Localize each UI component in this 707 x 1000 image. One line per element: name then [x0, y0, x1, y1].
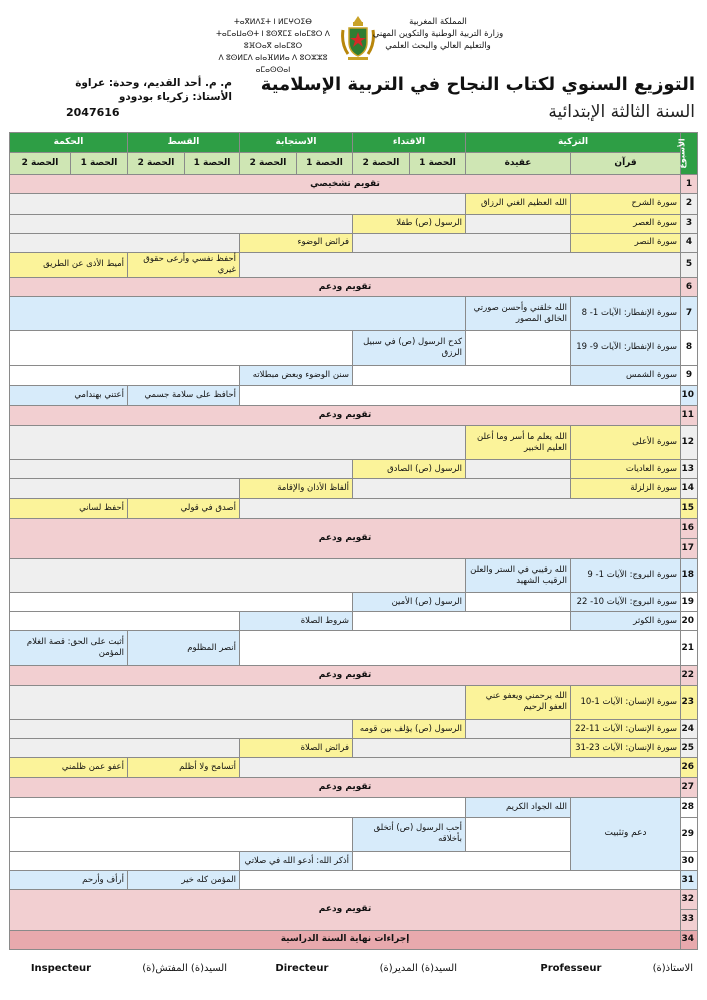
week-number: 11: [681, 405, 698, 425]
week-number: 14: [681, 479, 698, 498]
eval-support-cell: تقويم ودعم: [10, 665, 681, 685]
hikma-cell: أحفظ لساني: [10, 498, 128, 518]
empty-cell: [353, 612, 571, 631]
school-line: م. م. أحد القديم، وحدة: عراوة: [75, 77, 232, 89]
week-number: 27: [681, 778, 698, 797]
subheader-iqtida-2: الحصة 2: [353, 153, 410, 175]
page-title: التوزيع السنوي لكتاب النجاح في التربية الإسلامية: [260, 74, 695, 95]
footer-inspector-fr: Inspecteur: [30, 963, 92, 974]
hikma-cell: أعفو عمن ظلمني: [10, 758, 128, 778]
eval-support-cell: تقويم ودعم: [10, 890, 681, 930]
ministry-header: [208, 14, 508, 74]
week-number: 8: [681, 331, 698, 365]
table-row: [10, 593, 698, 612]
week-number: 32: [681, 890, 698, 910]
week-number: 6: [681, 277, 698, 296]
week-number: 7: [681, 297, 698, 331]
quran-cell: سورة البروج: الآيات 10- 22: [571, 593, 681, 612]
aqida-cell: الله خلقني وأحسن صورتي الخالق المصور: [466, 297, 571, 331]
iqtida-cell: الرسول (ص) طفلا: [353, 214, 466, 233]
table-row: [10, 720, 698, 739]
week-number: 16: [681, 518, 698, 538]
week-number: 9: [681, 365, 698, 385]
ministry-arabic-line2: وزارة التربية الوطنية والتكوين المهني: [372, 29, 504, 39]
quran-cell: سورة الإنسان: الآيات 1-10: [571, 685, 681, 719]
table-row: [10, 665, 698, 685]
istijaba-cell: فرائض الصلاة: [240, 739, 353, 758]
hikma-cell: أعتني بهندامي: [10, 385, 128, 405]
table-header-groups: [10, 133, 698, 153]
footer-inspector: [31, 963, 227, 974]
quran-cell: سورة الإنفطار: الآيات 9- 19: [571, 331, 681, 365]
week-number: 20: [681, 612, 698, 631]
iqtida-cell: الرسول (ص) يؤلف بين قومه: [353, 720, 466, 739]
table-row: [10, 498, 698, 518]
quran-cell: سورة العصر: [571, 214, 681, 233]
empty-cell: [10, 365, 240, 385]
empty-cell: [353, 479, 571, 498]
qist-cell: المؤمن كله خير: [128, 871, 240, 890]
empty-cell: [10, 817, 353, 851]
iqtida-cell: كدح الرسول (ص) في سبيل الرزق: [353, 331, 466, 365]
istijaba-cell: فرائض الوضوء: [240, 233, 353, 252]
support-consolidation-cell: دعم وتثبيت: [571, 797, 681, 871]
subheader-iqtida-1: الحصة 1: [410, 153, 466, 175]
table-row: [10, 739, 698, 758]
iqtida-cell: أحب الرسول (ص) أتخلق بأخلاقه: [353, 817, 466, 851]
qist-cell: أحافظ على سلامة جسمي: [128, 385, 240, 405]
empty-cell: [240, 385, 681, 405]
subheader-istijaba-2: الحصة 2: [240, 153, 297, 175]
ministry-tifinagh-line1: ⵜⴰⴳⵍⴷⵉⵜ ⵏ ⵍⵎⵖⵔⵉⴱ: [234, 17, 312, 26]
table-row: [10, 252, 698, 277]
footer-director-ar: السيد(ة) المدير(ة): [379, 963, 457, 974]
table-row: [10, 297, 698, 331]
istijaba-cell: ألفاظ الأذان والإقامة: [240, 479, 353, 498]
empty-cell: [10, 426, 466, 460]
empty-cell: [10, 233, 240, 252]
week-number: 24: [681, 720, 698, 739]
quran-cell: سورة البروج: الآيات 1- 9: [571, 558, 681, 592]
quran-cell: سورة الإنسان: الآيات 11-22: [571, 720, 681, 739]
aqida-cell: الله يرحمني ويعفو عني العفو الرحيم: [466, 685, 571, 719]
quran-cell: سورة الزلزلة: [571, 479, 681, 498]
empty-cell: [353, 739, 571, 758]
empty-cell: [353, 233, 571, 252]
table-row: [10, 930, 698, 949]
week-number: 18: [681, 558, 698, 592]
annual-distribution-table: [9, 132, 698, 950]
table-row: [10, 233, 698, 252]
table-row: [10, 758, 698, 778]
empty-cell: [10, 685, 466, 719]
qist-cell: أصدق في قولي: [128, 498, 240, 518]
footer-teacher: [540, 963, 693, 974]
empty-cell: [466, 817, 571, 851]
hikma-cell: أثبت على الحق: قصة الغلام المؤمن: [10, 631, 128, 665]
empty-cell: [10, 460, 353, 479]
teacher-id: 2047616: [66, 106, 120, 119]
footer-director: [275, 963, 457, 974]
group-qist: القسط: [128, 133, 240, 153]
week-number: 4: [681, 233, 698, 252]
empty-cell: [240, 252, 681, 277]
qist-cell: أنصر المظلوم: [128, 631, 240, 665]
quran-cell: سورة الشمس: [571, 365, 681, 385]
week-number: 21: [681, 631, 698, 665]
istijaba-cell: أذكر الله: أدعو الله في صلاتي: [240, 852, 353, 871]
subheader-quran: قرآن: [571, 153, 681, 175]
eval-support-cell: تقويم ودعم: [10, 778, 681, 797]
footer-inspector-ar: السيد(ة) المفتش(ة): [142, 963, 227, 974]
subheader-istijaba-1: الحصة 1: [297, 153, 353, 175]
empty-cell: [10, 297, 466, 331]
teacher-line: الأستاذ: زكرياء بودودو: [118, 91, 232, 103]
quran-cell: سورة الإنسان: الآيات 23-31: [571, 739, 681, 758]
eval-support-cell: تقويم ودعم: [10, 277, 681, 296]
empty-cell: [466, 720, 571, 739]
group-iqtida: الاقتداء: [353, 133, 466, 153]
empty-cell: [240, 631, 681, 665]
quran-cell: سورة الأعلى: [571, 426, 681, 460]
ministry-tifinagh: [208, 16, 338, 76]
week-number: 33: [681, 910, 698, 930]
table-row: [10, 631, 698, 665]
group-istijaba: الاستجابة: [240, 133, 353, 153]
table-header-sessions: [10, 153, 698, 175]
page-subtitle: السنة الثالثة الإبتدائية: [548, 102, 695, 122]
table-row: [10, 277, 698, 296]
empty-cell: [10, 214, 353, 233]
table-row: [10, 331, 698, 365]
ministry-tifinagh-line3: ⴷ ⵓⵙⵍⵎⴷ ⴰⵏⴰⴼⵍⵍⴰ ⴷ ⵓⵔⵣⵣⵓ ⴰⵎⴰⵙⵙⴰⵏ: [218, 53, 328, 74]
ministry-arabic-line3: والتعليم العالي والبحث العلمي: [385, 41, 491, 51]
empty-cell: [466, 593, 571, 612]
week-number: 26: [681, 758, 698, 778]
ministry-arabic: [368, 16, 508, 52]
empty-cell: [10, 479, 240, 498]
hikma-cell: أميط الأذى عن الطريق: [10, 252, 128, 277]
table-row: [10, 871, 698, 890]
iqtida-cell: الرسول (ص) الصادق: [353, 460, 466, 479]
week-number: 28: [681, 797, 698, 817]
empty-cell: [10, 593, 353, 612]
end-of-year-cell: إجراءات نهاية السنة الدراسية: [10, 930, 681, 949]
subheader-hikma-2: الحصة 2: [10, 153, 71, 175]
empty-cell: [240, 871, 681, 890]
quran-cell: سورة العاديات: [571, 460, 681, 479]
subheader-qist-1: الحصة 1: [185, 153, 240, 175]
week-number: 3: [681, 214, 698, 233]
iqtida-cell: الرسول (ص) الأمين: [353, 593, 466, 612]
hikma-cell: أرأف وأرحم: [10, 871, 128, 890]
quran-cell: سورة الإنفطار: الآيات 1- 8: [571, 297, 681, 331]
table-row: [10, 426, 698, 460]
empty-cell: [10, 331, 353, 365]
qist-cell: أتسامح ولا أظلم: [128, 758, 240, 778]
qist-cell: أحفظ نفسي وأرعى حقوق غيري: [128, 252, 240, 277]
empty-cell: [240, 498, 681, 518]
aqida-cell: الله رقيبي في الستر والعلن الرقيب الشهيد: [466, 558, 571, 592]
table-row: [10, 214, 698, 233]
table-row: [10, 558, 698, 592]
table-row: [10, 797, 698, 817]
footer-teacher-ar: الاستاذ(ة): [652, 963, 693, 974]
week-number: 10: [681, 385, 698, 405]
empty-cell: [10, 797, 466, 817]
empty-cell: [353, 852, 571, 871]
table-row: [10, 194, 698, 214]
aqida-cell: الله يعلم ما أسر وما أعلن العليم الخبير: [466, 426, 571, 460]
week-number: 30: [681, 852, 698, 871]
week-number: 13: [681, 460, 698, 479]
week-number: 31: [681, 871, 698, 890]
table-row: [10, 778, 698, 797]
empty-cell: [10, 194, 466, 214]
week-number: 5: [681, 252, 698, 277]
quran-cell: سورة الكوثر: [571, 612, 681, 631]
subheader-qist-2: الحصة 2: [128, 153, 185, 175]
quran-cell: سورة الشرح: [571, 194, 681, 214]
empty-cell: [10, 612, 240, 631]
group-tazkiya: التزكية: [466, 133, 681, 153]
week-number: 23: [681, 685, 698, 719]
week-number: 12: [681, 426, 698, 460]
week-header: الأسبوع: [681, 133, 698, 175]
week-number: 19: [681, 593, 698, 612]
week-number: 1: [681, 175, 698, 194]
footer-director-fr: Directeur: [275, 963, 329, 974]
week-number: 17: [681, 538, 698, 558]
empty-cell: [240, 758, 681, 778]
subheader-aqida: عقيدة: [466, 153, 571, 175]
table-row: [10, 460, 698, 479]
istijaba-cell: سنن الوضوء وبعض مبطلاته: [240, 365, 353, 385]
empty-cell: [466, 331, 571, 365]
table-row: [10, 890, 698, 910]
table-row: [10, 405, 698, 425]
week-number: 2: [681, 194, 698, 214]
diagnostic-eval-cell: تقويم تشخيصي: [10, 175, 681, 194]
teacher-info: [12, 76, 232, 104]
ministry-arabic-line1: المملكة المغربية: [409, 17, 467, 27]
empty-cell: [10, 739, 240, 758]
empty-cell: [10, 852, 240, 871]
table-row: [10, 518, 698, 538]
table-row: [10, 479, 698, 498]
istijaba-cell: شروط الصلاة: [240, 612, 353, 631]
empty-cell: [10, 720, 353, 739]
table-row: [10, 385, 698, 405]
week-number: 22: [681, 665, 698, 685]
week-number: 25: [681, 739, 698, 758]
week-number: 15: [681, 498, 698, 518]
empty-cell: [466, 460, 571, 479]
empty-cell: [10, 558, 466, 592]
ministry-tifinagh-line2: ⵜⴰⵎⴰⵡⴰⵙⵜ ⵏ ⵓⵙⴳⵎⵉ ⴰⵏⴰⵎⵓⵔ ⴷ ⵓⴼⵔⴰⴳ ⴰⵏⴰⵎⵓⵔ: [216, 29, 330, 50]
eval-support-cell: تقويم ودعم: [10, 518, 681, 558]
table-row: [10, 612, 698, 631]
table-row: [10, 175, 698, 194]
table-row: [10, 685, 698, 719]
empty-cell: [353, 365, 571, 385]
group-hikma: الحكمة: [10, 133, 128, 153]
footer-teacher-fr: Professeur: [540, 963, 602, 974]
aqida-cell: الله الجواد الكريم: [466, 797, 571, 817]
empty-cell: [466, 214, 571, 233]
week-number: 34: [681, 930, 698, 949]
subheader-hikma-1: الحصة 1: [71, 153, 128, 175]
eval-support-cell: تقويم ودعم: [10, 405, 681, 425]
table-row: [10, 365, 698, 385]
quran-cell: سورة النصر: [571, 233, 681, 252]
aqida-cell: الله العظيم الغني الرزاق: [466, 194, 571, 214]
week-number: 29: [681, 817, 698, 851]
